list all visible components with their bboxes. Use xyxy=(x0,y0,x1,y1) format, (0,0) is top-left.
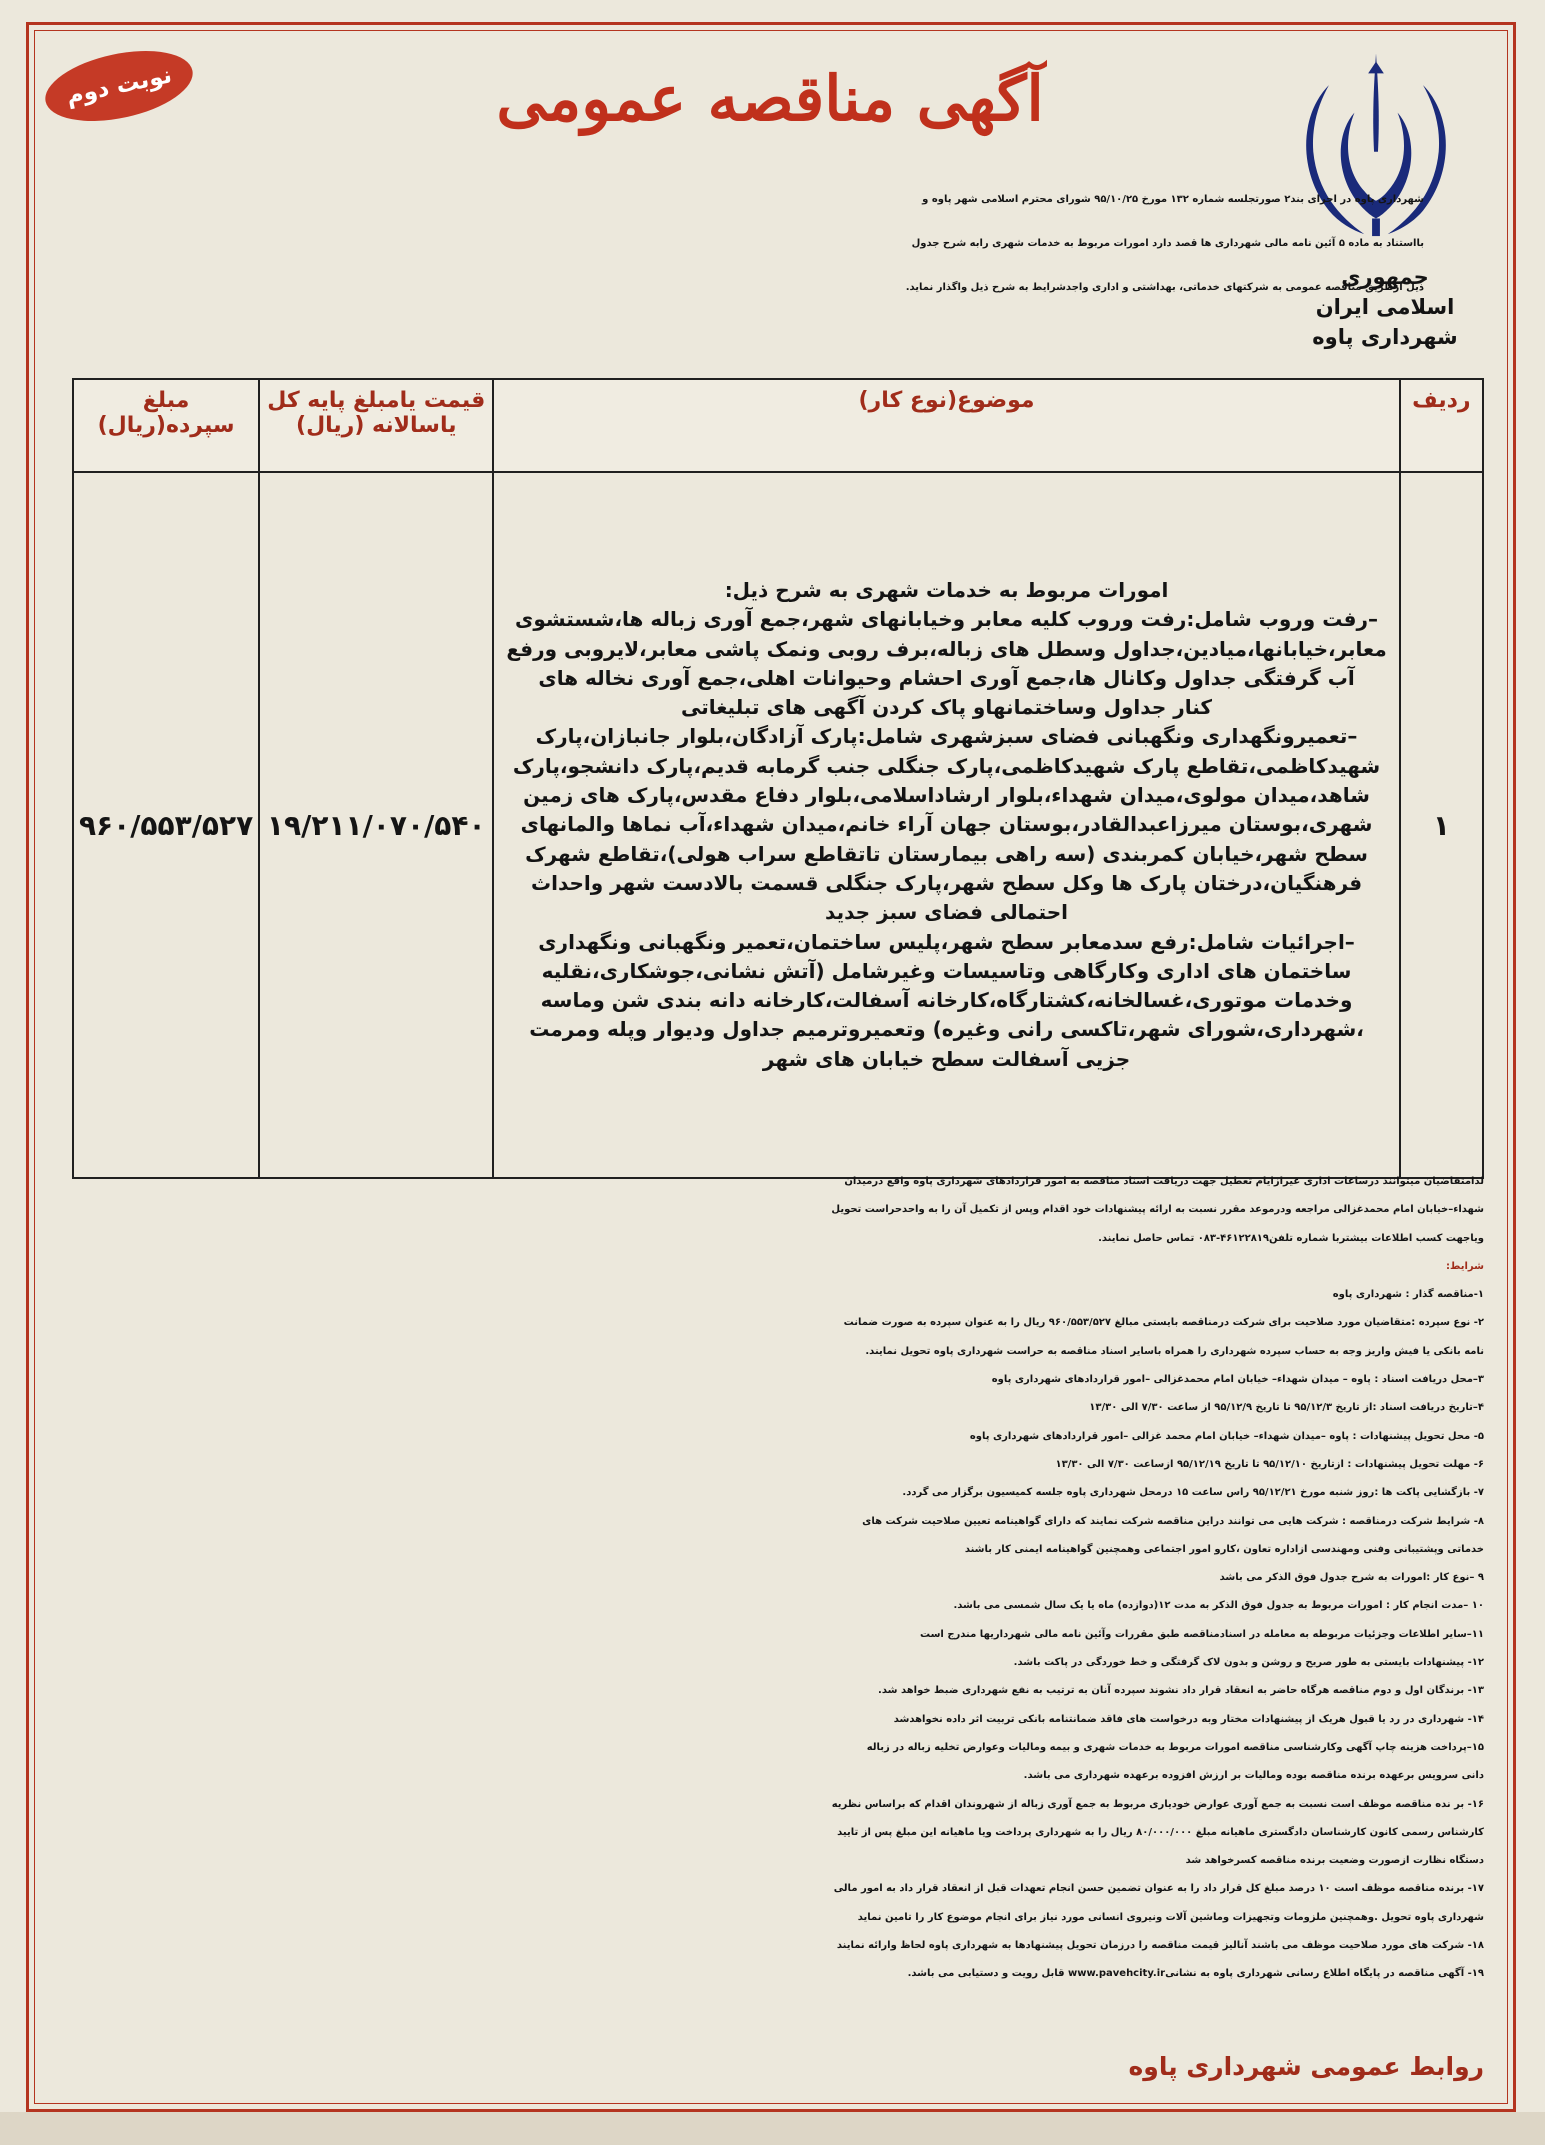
condition-line: ۱۵–پرداخت هزینه چاپ آگهی وکارشناسی مناقصه امورات مربوط به خدمات شهری و بیمه ومالیات وعوارض تخلیه زباله در زباله xyxy=(866,1741,1484,1753)
subject-line: سطح شهر،خیابان کمربندی (سه راهی بیمارستان تاتقاطع سراب هولی)،تقاطع شهرک xyxy=(525,841,1368,866)
condition-line: ۲- نوع سپرده :متقاضیان مورد صلاحیت برای شرکت درمناقصه بایستی مبالغ ۹۶۰/۵۵۳/۵۲۷ ریال را به عنوان سپرده به صورت ضمانت xyxy=(843,1317,1484,1329)
condition-line: ۱۹- آگهی مناقصه در پایگاه اطلاع رسانی شهرداری پاوه به نشانیwww.pavehcity.ir قابل رویت و دستیابی می باشد. xyxy=(907,1968,1484,1980)
subject-line: شاهد،میدان مولوی،میدان شهداء،بلوار ارشاداسلامی،بلوار دفاع مقدس،پارک های زمین xyxy=(523,783,1370,808)
base-price-cell: ۱۹/۲۱۱/۰۷۰/۵۴۰ xyxy=(259,472,493,1178)
deposit-cell: ۹۶۰/۵۵۳/۵۲۷ xyxy=(73,472,259,1178)
condition-line: ۴–تاریخ دریافت اسناد :از تاریخ ۹۵/۱۲/۳ تا تاریخ ۹۵/۱۲/۹ از ساعت ۷/۳۰ الی ۱۳/۳۰ xyxy=(1089,1402,1484,1414)
page-bottom-strip xyxy=(0,2112,1545,2145)
intro-line: شهرداری پاوه در اجرای بند۲ صورتجلسه شماره ۱۳۲ مورخ ۹۵/۱۰/۲۵ شورای محترم اسلامی شهر پاوه و xyxy=(922,194,1424,205)
column-header-subject: موضوع(نوع کار) xyxy=(493,379,1399,472)
subject-line: وخدمات موتوری،غسالخانه،کشتارگاه،کارخانه آسفالت،کارخانه دانه بندی شن وماسه xyxy=(540,988,1353,1013)
condition-line: ۱۶- بر نده مناقصه موظف است نسبت به جمع آوری عوارض خودیاری مربوط به جمع آوری زباله از شهروندان اقدام که براساس نظریه xyxy=(831,1798,1484,1810)
emblem-caption-line-3: شهرداری پاوه xyxy=(1312,325,1458,349)
condition-line: ۵- محل تحویل پیشنهادات : پاوه –میدان شهداء– خیابان امام محمد غزالی –امور قراردادهای شهرداری پاوه xyxy=(969,1430,1484,1442)
condition-line: ۱۰ –مدت انجام کار : امورات مربوط به جدول فوق الذکر به مدت ۱۲(دوازده) ماه یا یک سال شمسی می باشد. xyxy=(953,1600,1484,1612)
subject-line: کنار جداول وساختمانهاو پاک کردن آگهی های تبلیغاتی xyxy=(681,695,1213,720)
subject-line: آب گرفتگی جداول وکانال ها،جمع آوری احشام وحیوانات اهلی،جمع آوری نخاله های xyxy=(538,665,1355,690)
subject-line: شهیدکاظمی،تقاطع پارک شهیدکاظمی،پارک جنگلی جنب گرمابه قدیم،پارک دانشجو،پارک xyxy=(512,753,1381,778)
body-line: شهداء–خیابان امام محمدغزالی مراجعه ودرموعد مقرر نسبت به ارائه پیشنهادات خود اقدام وپس از تکمیل آن را به واحدحراست تحویل xyxy=(831,1204,1484,1216)
condition-line: ۱۱–سایر اطلاعات وجزئیات مربوطه به معامله در اسنادمناقصه طبق مقررات وآئین نامه مالی شهرداریها مندرج است xyxy=(919,1628,1484,1640)
condition-line: شهرداری پاوه تحویل .وهمچنین ملزومات وتجهیزات وماشین آلات ونیروی انسانی مورد نیاز برای انجام موضوع کار را تامین نماید xyxy=(857,1911,1484,1923)
subject-line: جزیی آسفالت سطح خیابان های شهر xyxy=(762,1046,1131,1071)
subject-line: معابر،خیابانها،میادین،جداول وسطل های زباله،برف روبی ونمک پاشی معابر،لایروبی ورفع xyxy=(506,636,1387,661)
condition-line: ۱-مناقصه گذار : شهرداری پاوه xyxy=(1332,1289,1484,1301)
table-header-row xyxy=(73,379,1483,472)
column-header-row-number: ردیف xyxy=(1400,379,1483,472)
condition-line: ۱۳- برندگان اول و دوم مناقصه هرگاه حاضر به انعقاد قرار داد نشوند سپرده آنان به ترتیب به نفع شهرداری ضبط خواهد شد. xyxy=(878,1685,1484,1697)
tender-table xyxy=(72,378,1484,1179)
condition-line: دستگاه نظارت ازصورت وضعیت برنده مناقصه کسرخواهد شد xyxy=(1185,1855,1484,1867)
intro-paragraph xyxy=(44,178,1424,310)
condition-line: کارشناس رسمی کانون کارشناسان دادگستری ماهیانه مبلغ ۸۰/۰۰۰/۰۰۰ ریال را به شهرداری پرداخت ویا ماهیانه این مبلغ پس از تایید xyxy=(837,1826,1484,1838)
body-line: لذامتقاضیان میتوانند درساعات اداری غیرازایام تعطیل جهت دریافت اسناد مناقصه به امور قراردادهای شهرداری پاوه واقع درمیدان xyxy=(844,1176,1484,1187)
intro-line: ذیل ازطریق مناقصه عمومی به شرکتهای خدماتی، بهداشتی و اداری واجدشرایط به شرح ذیل واگذار نماید. xyxy=(905,282,1424,293)
condition-line: ۱۴- شهرداری در رد یا قبول هریک از پیشنهادات مختار وبه درخواست های فاقد ضمانتنامه بانکی تربیت اثر داده نخواهدشد xyxy=(893,1713,1484,1725)
intro-line: بااستناد به ماده ۵ آئین نامه مالی شهرداری ها قصد دارد امورات مربوط به خدمات شهری رابه شرح جدول xyxy=(911,238,1424,249)
emblem-caption-line-2: اسلامی ایران xyxy=(1315,295,1455,319)
body-line: ویاجهت کسب اطلاعات بیشتربا شماره تلفن۴۶۱۲۲۸۱۹-۰۸۳ تماس حاصل نمایند. xyxy=(1098,1232,1484,1244)
condition-line: ۷- بازگشایی پاکت ها :روز شنبه مورخ ۹۵/۱۲/۲۱ راس ساعت ۱۵ درمحل شهرداری پاوه جلسه کمیسیون برگزار می گردد. xyxy=(902,1487,1484,1499)
subject-line: احتمالی فضای سبز جدید xyxy=(825,900,1068,925)
condition-line: ۹ –نوع کار :امورات به شرح جدول فوق الذکر می باشد xyxy=(1219,1572,1484,1584)
subject-line: فرهنگیان،درختان پارک ها وکل سطح شهر،پارک جنگلی قسمت بالادست شهر واحداث xyxy=(530,870,1363,895)
condition-line: ۸- شرایط شرکت درمناقصه : شرکت هایی می توانند دراین مناقصه شرکت نمایند که دارای گواهینامه تعیین صلاحیت شرکت های xyxy=(862,1515,1484,1527)
condition-line: ۱۸- شرکت های مورد صلاحیت موظف می باشند آنالیز قیمت مناقصه را درزمان تحویل پیشنهادها به شهرداری پاوه لحاظ وارائه نمایند xyxy=(836,1940,1484,1952)
subject-line: شهری،بوستان میرزاعبدالقادر،بوستان جهان آراء خانم،میدان شهداء،آب نماها والمانهای xyxy=(520,812,1373,837)
subject-line: ساختمان های اداری وکارگاهی وتاسیسات وغیرشامل (آتش نشانی،جوشکاری،نقلیه xyxy=(541,958,1352,983)
conditions-body xyxy=(44,1168,1484,1989)
subject-line: –تعمیرونگهداری ونگهبانی فضای سبزشهری شامل:پارک آزادگان،بلوار جانبازان،پارک xyxy=(535,724,1358,749)
condition-line: ۱۲- پیشنهادات بایستی به طور صریح و روشن و بدون لاک گرفتگی و خط خوردگی در پاکت باشد. xyxy=(1013,1657,1484,1669)
column-header-base-price: قیمت یامبلغ پایه کل یاسالانه (ریال) xyxy=(259,379,493,472)
row-number-cell: ۱ xyxy=(1400,472,1483,1178)
round-badge: نوبت دوم xyxy=(39,39,199,133)
emblem-caption-line-1: جمهوری xyxy=(1341,265,1429,289)
condition-line: نامه بانکی یا فیش واریز وجه به حساب سپرده شهرداری را همراه باسایر اسناد مناقصه به حراست شهرداری پاوه تحویل نمایند. xyxy=(865,1345,1484,1357)
conditions-heading: شرایط: xyxy=(1446,1260,1484,1272)
table-row xyxy=(73,472,1483,1178)
condition-line: ۳–محل دریافت اسناد : پاوه – میدان شهداء– خیابان امام محمدغزالی –امور قراردادهای شهرداری پاوه xyxy=(991,1374,1484,1386)
condition-line: ۱۷- برنده مناقصه موظف است ۱۰ درصد مبلغ کل قرار داد را به عنوان تضمین حسن انجام تعهدات قبل از انعقاد قرار داد به امور مالی xyxy=(833,1883,1484,1895)
condition-line: ۶- مهلت تحویل پیشنهادات : ازتاریخ ۹۵/۱۲/۱۰ تا تاریخ ۹۵/۱۲/۱۹ ازساعت ۷/۳۰ الی ۱۳/۳۰ xyxy=(1055,1458,1484,1470)
subject-line: ،شهرداری،شورای شهر،تاکسی رانی وغیره) وتعمیروترمیم جداول ودیوار وپله ومرمت xyxy=(529,1017,1364,1042)
subject-line: –رفت وروب شامل:رفت وروب کلیه معابر وخیابانهای شهر،جمع آوری زباله ها،شستشوی xyxy=(515,607,1378,632)
subject-cell xyxy=(493,472,1399,1178)
condition-line: دانی سرویس برعهده برنده مناقصه بوده ومالیات بر ارزش افزوده برعهده شهرداری می باشد. xyxy=(1023,1770,1484,1782)
column-header-deposit: مبلغ سپرده(ریال) xyxy=(73,379,259,472)
subject-line: امورات مربوط به خدمات شهری به شرح ذیل: xyxy=(724,577,1169,602)
page-title: آگهی مناقصه عمومی xyxy=(496,62,1044,135)
public-relations-signature: روابط عمومی شهرداری پاوه xyxy=(1128,2052,1484,2081)
subject-line: –اجرائیات شامل:رفع سدمعابر سطح شهر،پلیس ساختمان،تعمیر ونگهبانی ونگهداری xyxy=(538,929,1355,954)
condition-line: خدماتی وپشتیبانی وفنی ومهندسی ازاداره تعاون ،کارو امور اجتماعی وهمچنین گواهینامه ایمنی کار باشند xyxy=(964,1543,1484,1555)
